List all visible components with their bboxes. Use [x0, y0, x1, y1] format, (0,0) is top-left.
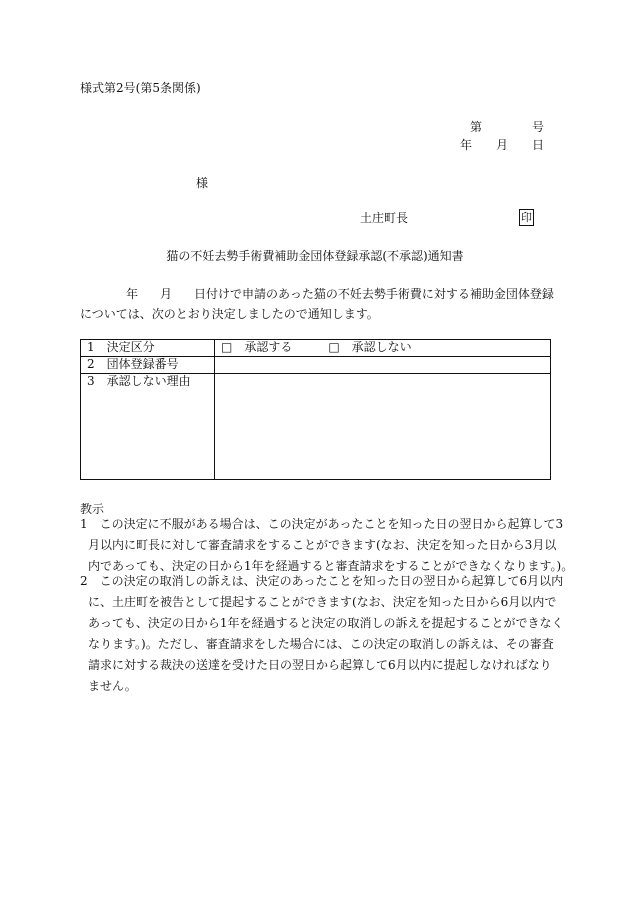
notice-item-2 [80, 571, 564, 697]
table-row [81, 357, 551, 374]
sender-name: 土庄町長 [360, 211, 409, 225]
number-prefix: 第 [469, 120, 482, 134]
row-label-reason: 3 承認しない理由 [81, 374, 215, 480]
notice-line: 月以内に町長に対して審査請求をすることができます(なお、決定を知った日から3月以 [88, 538, 557, 552]
addressee-suffix: 様 [196, 176, 209, 190]
date-day: 日 [531, 138, 544, 152]
notice-heading: 教示 [80, 502, 105, 516]
notice-item-1 [80, 514, 574, 577]
seal-stamp-box: 印 [521, 211, 532, 224]
document-number-line [470, 121, 544, 133]
document-title: 猫の不妊去勢手術費補助金団体登録承認(不承認)通知書 [166, 249, 464, 263]
table-row [81, 374, 551, 480]
notice-line: に、土庄町を被告として提起することができます(なお、決定を知った日から6月以内で [88, 595, 557, 609]
body-year: 年 [126, 287, 139, 301]
body-month: 月 [160, 287, 173, 301]
table-row [81, 340, 551, 357]
decision-table [80, 339, 551, 480]
date-month: 月 [495, 138, 508, 152]
notice-line: あっても、決定の日から1年を経過すると決定の取消しの訴えを提起することができなく [88, 616, 564, 630]
body-line-2: については、次のとおり決定しましたので通知します。 [80, 307, 379, 321]
notice-line: 1 この決定に不服がある場合は、この決定があったことを知った日の翌日から起算して3 [80, 517, 564, 531]
body-line-1 [80, 288, 554, 300]
number-suffix: 号 [531, 120, 544, 134]
notice-line: ません。 [88, 679, 137, 693]
date-year: 年 [459, 138, 472, 152]
form-number-label: 様式第2号(第5条関係) [80, 81, 201, 95]
notice-line: 請求に対する裁決の送達を受けた日の翌日から起算して6月以内に提起しなければなり [88, 658, 552, 672]
body-rest: 日付けで申請のあった猫の不妊去勢手術費に対する補助金団体登録 [194, 287, 554, 301]
notice-line: 2 この決定の取消しの訴えは、決定のあったことを知った日の翌日から起算して6月以内 [80, 574, 564, 588]
document-date-line [460, 139, 544, 151]
row-label-decision: 1 決定区分 [81, 340, 215, 357]
row-label-registration-number: 2 団体登録番号 [81, 357, 215, 374]
decision-options[interactable]: □ 承認する □ 承認しない [215, 340, 551, 357]
notice-line: なります。)。ただし、審査請求をした場合には、この決定の取消しの訴えは、その審査 [88, 637, 554, 651]
notice-line: 内であっても、決定の日から1年を経過すると審査請求をすることができなくなります。)。 [88, 559, 574, 573]
reason-field[interactable] [215, 374, 551, 480]
registration-number-field[interactable] [215, 357, 551, 374]
